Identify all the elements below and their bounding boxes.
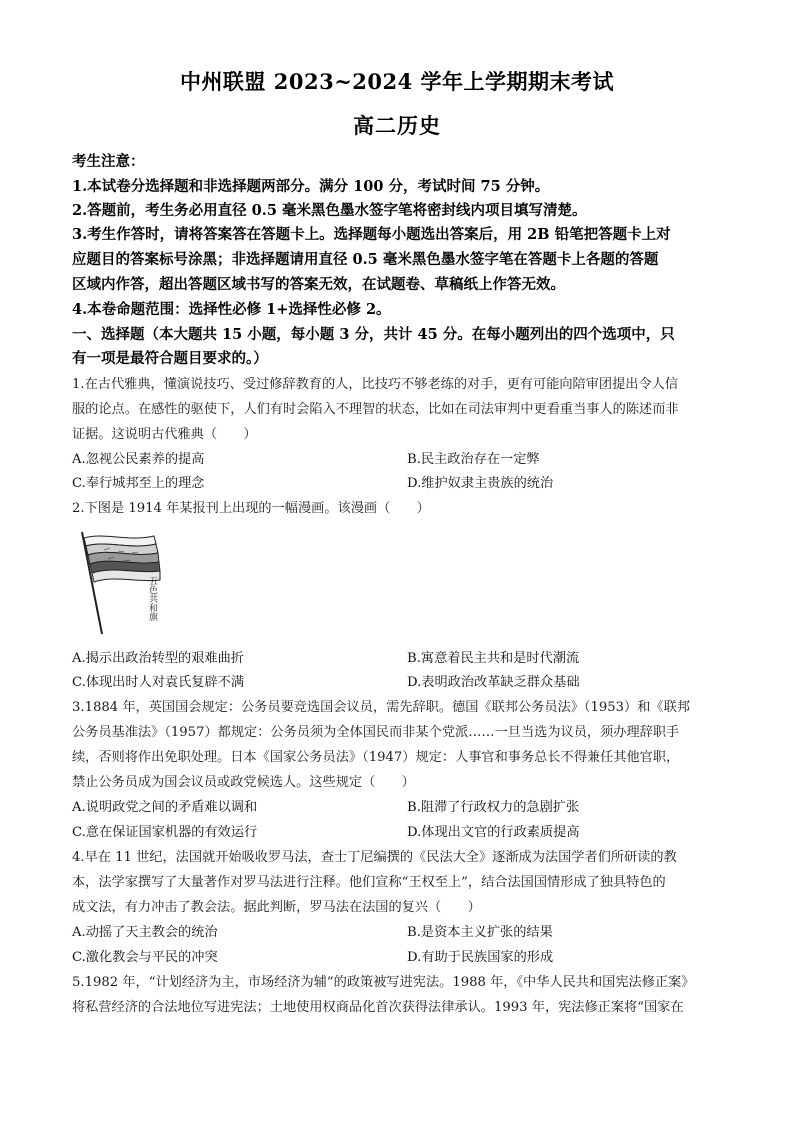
- notice-item: 1.本试卷分选择题和非选择题两部分。满分 100 分，考试时间 75 分钟。: [72, 178, 550, 195]
- notice-heading: 考生注意：: [72, 153, 145, 170]
- notice-item: 应题目的答案标号涂黑；非选择题请用直径 0.5 毫米黑色墨水签字笔在答题卡上各题的答题: [72, 251, 659, 268]
- cartoon-caption: 五色共和旗: [147, 576, 157, 621]
- question-4-option-a: A.动摇了天主教会的统治: [72, 925, 218, 940]
- notice-item: 4.本卷命题范围：选择性必修 1+选择性必修 2。: [72, 301, 391, 318]
- notice-item: 3.考生作答时，请将答案答在答题卡上。选择题每小题选出答案后，用 2B 铅笔把答题卡上对: [72, 226, 671, 243]
- question-3-option-a: A.说明政党之间的矛盾难以调和: [72, 800, 258, 815]
- exam-title: 中州联盟 2023~2024 学年上学期期末考试: [179, 69, 615, 94]
- question-4-stem: 成文法，有力冲击了教会法。据此判断，罗马法在法国的复兴（ ）: [72, 900, 481, 915]
- question-2-option-d: D.表明政治改革缺乏群众基础: [407, 675, 580, 690]
- question-2-option-b: B.寓意着民主共和是时代潮流: [407, 651, 580, 666]
- question-1-option-c: C.奉行城邦至上的理念: [72, 476, 205, 491]
- question-1-option-b: B.民主政治存在一定弊: [407, 452, 540, 467]
- section-heading: 一、选择题（本大题共 15 小题，每小题 3 分，共计 45 分。在每小题列出的四个选项中，只: [72, 326, 675, 343]
- question-4-option-c: C.激化教会与平民的冲突: [72, 950, 218, 965]
- question-2-option-c: C.体现出时人对袁氏复辟不满: [72, 675, 245, 690]
- question-3-stem: 禁止公务员成为国会议员或政党候选人。这些规定（ ）: [72, 775, 415, 790]
- notice-item: 2.答题前，考生务必用直径 0.5 毫米黑色墨水签字笔将密封线内项目填写清楚。: [72, 202, 587, 219]
- exam-subject: 高二历史: [353, 113, 441, 138]
- section-heading: 有一项是最符合题目要求的。）: [72, 350, 268, 367]
- question-3-stem: 3.1884 年，英国国会规定：公务员要竞选国会议员，需先辞职。德国《联邦公务员法》（1953）和《联邦: [72, 700, 690, 715]
- question-1-stem: 证据。这说明古代雅典（ ）: [72, 427, 257, 442]
- question-3-option-c: C.意在保证国家机器的有效运行: [72, 825, 258, 840]
- notice-item: 区域内作答，超出答题区域书写的答案无效，在试题卷、草稿纸上作答无效。: [72, 276, 565, 293]
- question-4-stem: 本，法学家撰写了大量著作对罗马法进行注释。他们宣称“王权至上”，结合法国国情形成了独具特色的: [72, 875, 666, 890]
- question-5-stem: 将私营经济的合法地位写进宪法；土地使用权商品化首次获得法律承认。1993 年，宪法修正案将“国家在: [72, 1000, 684, 1015]
- question-1-option-a: A.忽视公民素养的提高: [72, 452, 205, 467]
- question-1-stem: 服的论点。在感性的驱使下，人们有时会陷入不理智的状态，比如在司法审判中更看重当事人的陈述而非: [72, 402, 679, 417]
- question-1-option-d: D.维护奴隶主贵族的统治: [407, 476, 554, 491]
- question-5-stem: 5.1982 年，“计划经济为主，市场经济为辅”的政策被写进宪法。1988 年，《中华人民共和国宪法修正案》: [72, 975, 695, 990]
- question-3-stem: 公务员基准法》（1957）都规定：公务员须为全体国民而非某个党派……一旦当选为议员，须办理辞职手: [72, 725, 680, 740]
- question-4-option-b: B.是资本主义扩张的结果: [407, 925, 553, 940]
- question-2-option-a: A.揭示出政治转型的艰难曲折: [72, 651, 244, 666]
- question-4-option-d: D.有助于民族国家的形成: [407, 950, 554, 965]
- question-3-option-b: B.阻滞了行政权力的急剧扩张: [407, 800, 580, 815]
- question-3-stem: 续，否则将作出免职处理。日本《国家公务员法》（1947）规定：人事官和事务总长不得兼任其他官职，: [72, 750, 680, 765]
- question-1-stem: 1.在古代雅典，懂演说技巧、受过修辞教育的人，比技巧不够老练的对手，更有可能向陪审团提出令人信: [72, 377, 679, 392]
- question-2-stem: 2.下图是 1914 年某报刊上出现的一幅漫画。该漫画（ ）: [72, 501, 430, 516]
- question-3-option-d: D.体现出文官的行政素质提高: [407, 825, 580, 840]
- question-4-stem: 4.早在 11 世纪，法国就开始吸收罗马法，查士丁尼编撰的《民法大全》逐渐成为法国学者们所研读的教: [72, 850, 677, 865]
